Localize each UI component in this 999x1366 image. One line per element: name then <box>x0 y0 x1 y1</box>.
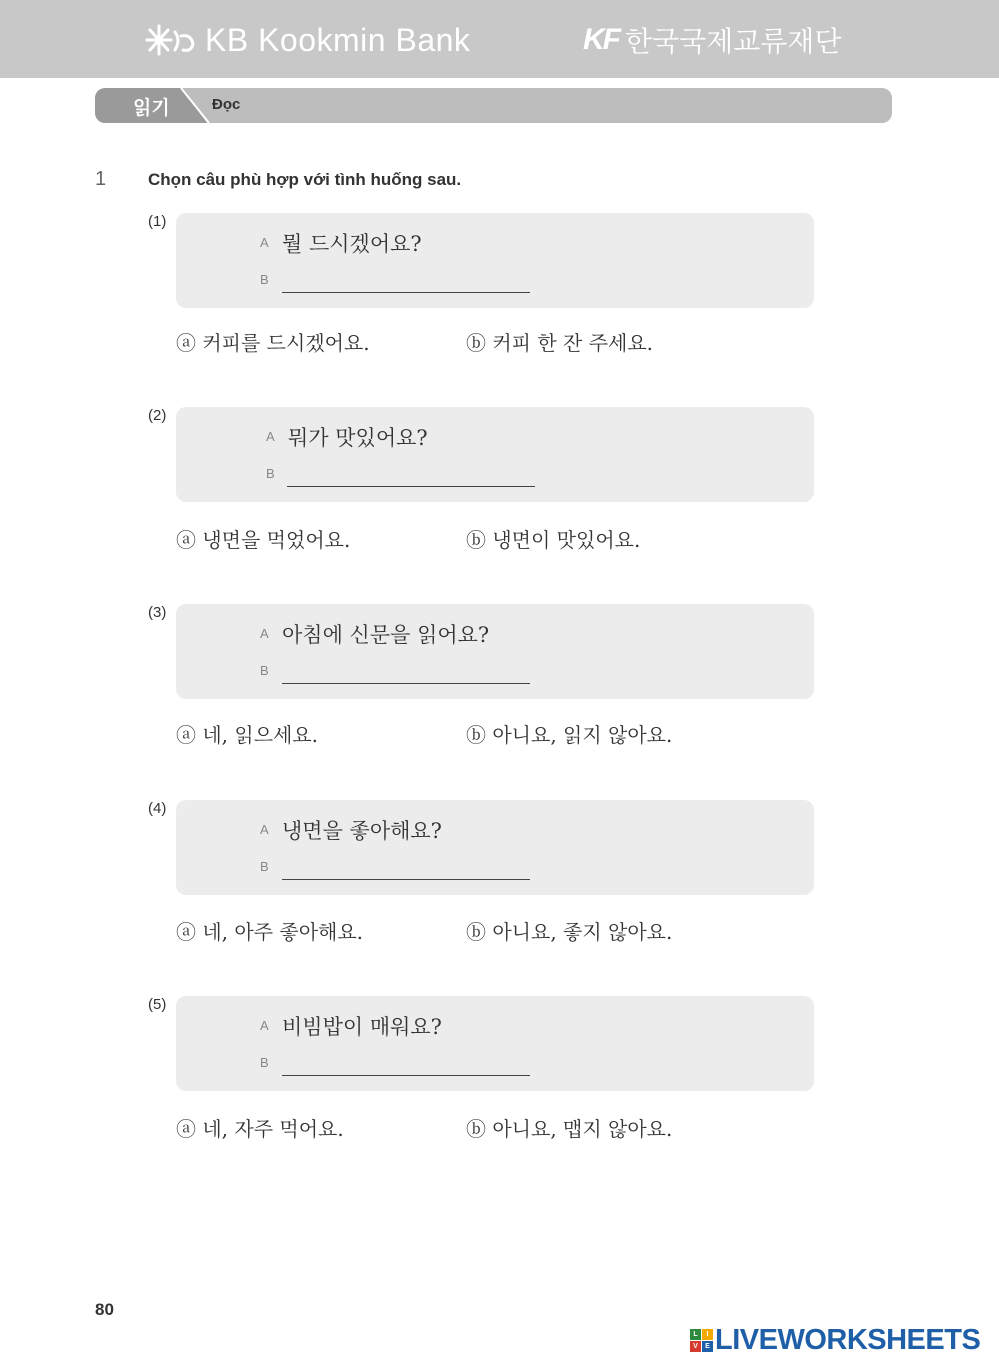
speaker-a-line: 냉면을 좋아해요? <box>282 819 442 843</box>
dialog-box <box>176 996 814 1091</box>
option-b[interactable]: ⓑ 냉면이 맛있어요. <box>466 528 641 552</box>
exercise-item <box>0 604 999 774</box>
kf-name: 한국국제교류재단 <box>625 25 842 58</box>
liveworksheets-text: LIVEWORKSHEETS <box>715 1324 981 1356</box>
item-number: (3) <box>148 604 167 621</box>
liveworksheets-logo <box>690 1324 980 1357</box>
answer-blank[interactable] <box>282 683 530 684</box>
answer-blank[interactable] <box>282 1075 530 1076</box>
speaker-a-label: A <box>260 1018 269 1033</box>
option-b[interactable]: ⓑ 커피 한 잔 주세요. <box>466 331 654 355</box>
exercise-item <box>0 996 999 1166</box>
exercise-item <box>0 407 999 577</box>
section-tab-divider <box>179 88 213 123</box>
speaker-a-line: 뭘 드시겠어요? <box>282 232 422 256</box>
option-a[interactable]: ⓐ 네, 아주 좋아해요. <box>176 920 364 944</box>
page-number: 80 <box>95 1300 114 1319</box>
page-header <box>0 0 999 78</box>
answer-blank[interactable] <box>282 292 530 293</box>
speaker-a-label: A <box>260 822 269 837</box>
dialog-box <box>176 407 814 502</box>
option-a[interactable]: ⓐ 네, 자주 먹어요. <box>176 1117 344 1141</box>
answer-blank[interactable] <box>282 879 530 880</box>
option-a[interactable]: ⓐ 커피를 드시겠어요. <box>176 331 370 355</box>
speaker-b-label: B <box>260 663 269 678</box>
option-b[interactable]: ⓑ 아니요, 좋지 않아요. <box>466 920 673 944</box>
speaker-b-label: B <box>266 466 275 481</box>
dialog-box <box>176 213 814 308</box>
speaker-b-label: B <box>260 859 269 874</box>
option-b[interactable]: ⓑ 아니요, 읽지 않아요. <box>466 723 673 747</box>
speaker-a-line: 뭐가 맛있어요? <box>288 426 428 450</box>
option-a[interactable]: ⓐ 네, 읽으세요. <box>176 723 319 747</box>
liveworksheets-mark: L I V E <box>690 1329 713 1352</box>
option-b[interactable]: ⓑ 아니요, 맵지 않아요. <box>466 1117 673 1141</box>
speaker-b-label: B <box>260 1055 269 1070</box>
kf-mark: KF <box>583 23 619 56</box>
speaker-a-line: 아침에 신문을 읽어요? <box>282 623 490 647</box>
section-title-korean: 읽기 <box>133 97 170 119</box>
answer-blank[interactable] <box>287 486 535 487</box>
item-number: (1) <box>148 213 167 230</box>
kb-kookmin-bank-logo <box>145 20 470 60</box>
korea-foundation-logo <box>583 20 841 60</box>
item-number: (5) <box>148 996 167 1013</box>
speaker-a-label: A <box>266 429 275 444</box>
dialog-box <box>176 604 814 699</box>
section-bar <box>95 88 892 123</box>
option-a[interactable]: ⓐ 냉면을 먹었어요. <box>176 528 351 552</box>
question-number: 1 <box>95 168 107 190</box>
speaker-a-line: 비빔밥이 매워요? <box>282 1015 442 1039</box>
speaker-a-label: A <box>260 235 269 250</box>
kb-logo-text: KB Kookmin Bank <box>205 21 471 58</box>
section-title-vietnamese: Đọc <box>212 96 241 113</box>
question-instruction: Chọn câu phù hợp với tình huống sau. <box>148 170 462 189</box>
dialog-box <box>176 800 814 895</box>
speaker-a-label: A <box>260 626 269 641</box>
exercise-item <box>0 213 999 383</box>
exercise-item <box>0 800 999 970</box>
kb-star-icon <box>145 22 197 58</box>
item-number: (2) <box>148 407 167 424</box>
item-number: (4) <box>148 800 167 817</box>
speaker-b-label: B <box>260 272 269 287</box>
